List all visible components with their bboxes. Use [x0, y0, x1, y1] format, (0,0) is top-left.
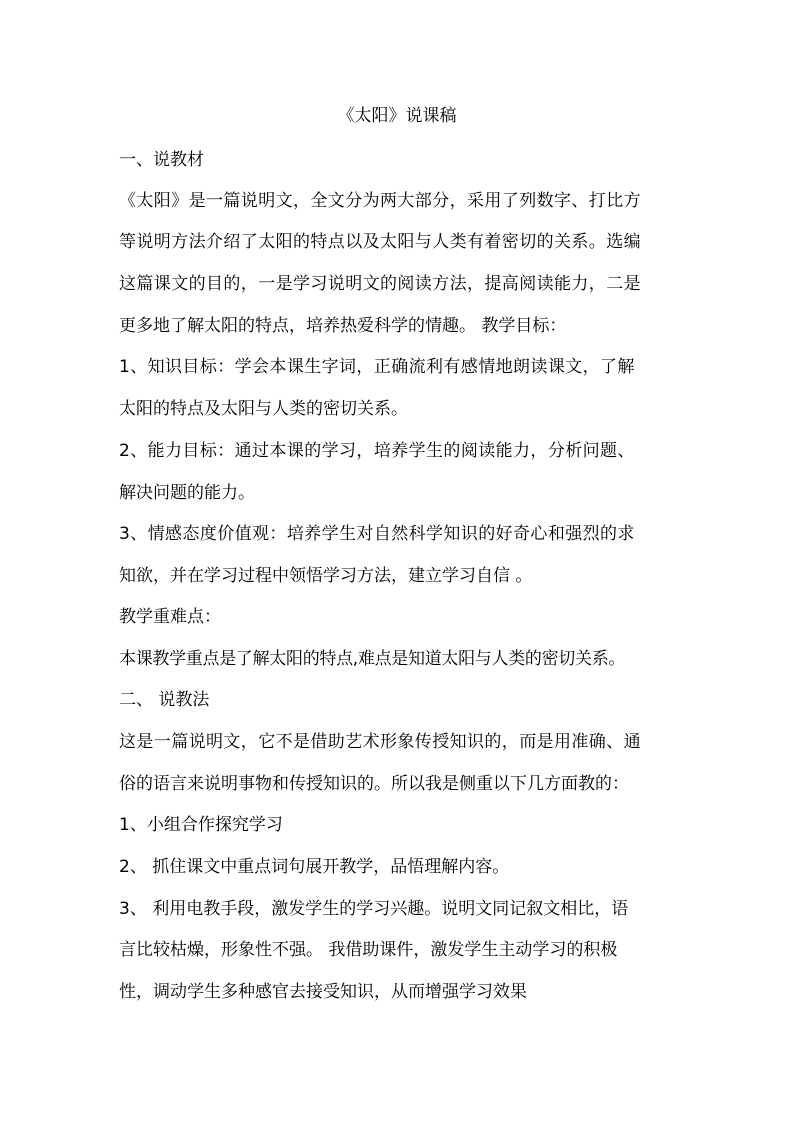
list-item: 2、 抓住课文中重点词句展开教学，品悟理解内容。 — [119, 857, 510, 877]
paragraph-line: 1、知识目标：学会本课生字词，正确流利有感情地朗读课文，了解 — [119, 357, 635, 377]
paragraph-line: 这篇课文的目的，一是学习说明文的阅读方法，提高阅读能力，二是 — [119, 274, 641, 294]
paragraph-line: 言比较枯燥，形象性不强。 我借助课件，激发学生主动学习的积极 — [119, 940, 618, 960]
paragraph-line: 性，调动学生多种感官去接受知识，从而增强学习效果 — [119, 982, 527, 1002]
paragraph-line: 本课教学重点是了解太阳的特点,难点是知道太阳与人类的密切关系。 — [119, 649, 626, 669]
paragraph-line: 等说明方法介绍了太阳的特点以及太阳与人类有着密切的关系。选编 — [119, 232, 641, 252]
section-heading-key-points: 教学重难点： — [119, 607, 221, 627]
list-item: 1、小组合作探究学习 — [119, 815, 283, 835]
paragraph-line: 太阳的特点及太阳与人类的密切关系。 — [119, 399, 408, 419]
paragraph-line: 这是一篇说明文，它不是借助艺术形象传授知识的，而是用准确、通 — [119, 732, 641, 752]
paragraph-line: 解决问题的能力。 — [119, 483, 255, 503]
paragraph-line: 3、情感态度价值观：培养学生对自然科学知识的好奇心和强烈的求 — [119, 524, 635, 544]
list-item: 3、 利用电教手段，激发学生的学习兴趣。说明文同记叙文相比，语 — [119, 899, 629, 919]
paragraph-line: 俗的语言来说明事物和传授知识的。所以我是侧重以下几方面教的： — [119, 774, 629, 794]
paragraph-line: 《太阳》是一篇说明文，全文分为两大部分，采用了列数字、打比方 — [119, 191, 641, 211]
section-heading-teaching-method: 二、 说教法 — [119, 690, 210, 710]
paragraph-line: 知欲，并在学习过程中领悟学习方法，建立学习自信 。 — [119, 566, 533, 586]
section-heading-teaching-material: 一、说教材 — [119, 150, 204, 170]
paragraph-line: 更多地了解太阳的特点，培养热爱科学的情趣。 教学目标： — [119, 316, 567, 336]
paragraph-line: 2、能力目标：通过本课的学习，培养学生的阅读能力，分析问题、 — [119, 441, 635, 461]
document-title: 《太阳》说课稿 — [337, 106, 457, 126]
